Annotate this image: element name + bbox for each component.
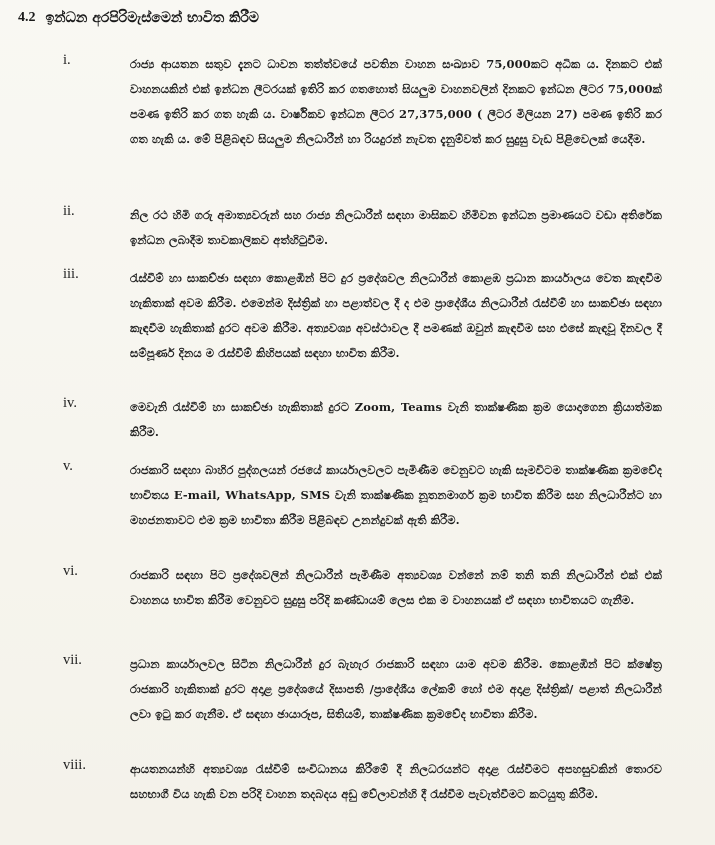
item-text: රැස්වීම් හා සාකච්ඡා සඳහා කොළඹින් පිට දුර ප්‍රදේශවල නිලධාරීන් කොළඹ ප්‍රධාන කාර්යාලය වෙත කැඳවීම හැකිතාක් අවම කිරීම. එමෙන්ම දිස්ත්‍රික් හා පළාත්වල දී ද එම ප්‍රාදේශීය නිලධාරීන් රැස්වීම් හා සාකච්ඡා සඳහා කැඳවීම හැකිතාක් දුරට අවම කිරීම. අත්‍යවශ්‍ය අවස්ථාවල දී පමණක් ඔවුන් කැඳවීම සහ එසේ කැඳවූ දිනවල දී සම්පූර්ණ දිනය ම රැස්වීම් කිහිපයක් සඳහා භාවිත කිරීම. (130, 271, 662, 360)
item-text: ප්‍රධාන කාර්යාලවල සිටින නිලධාරීන් දුර බැහැර රාජකාරි සඳහා යාම අවම කිරීම. කොළඹින් පිට ක්ෂේත්‍ර රාජකාරි හැකිතාක් දුරට අදාළ ප්‍රදේශයේ දිසාපති /ප්‍රාදේශීය ලේකම් හෝ එම අදාළ දිස්ත්‍රික්/ පළාත් නිලධාරීන් ලවා ඉටු කර ගැනීම. ඒ සඳහා ඡායාරූප, සිතියම්, තාක්ෂණික ක්‍රමවේද භාවිතා කිරීම. (130, 657, 662, 721)
item-numeral: iii. (63, 266, 79, 282)
section-number: 4.2 (18, 10, 36, 25)
item-numeral: viii. (63, 757, 86, 773)
section-heading (18, 10, 259, 26)
item-numeral: ii. (63, 203, 75, 219)
item-text: මෙවැනි රැස්වීම් හා සාකච්ඡා හැකිතාක් දුරට Zoom, Teams වැනි තාක්ෂණික ක්‍රම යොදාගෙන ක්‍රියාත්මක කිරීම. (130, 400, 662, 439)
item-numeral: iv. (63, 395, 77, 411)
item-text: රාජකාරි සඳහා බාහිර පුද්ගලයන් රජයේ කාර්යාලවලට පැමිණීම වෙනුවට හැකි සෑමවිටම තාක්ෂණික ක්‍රමවේද භාවිතය E-mail, WhatsApp, SMS වැනි තාක්ෂණික නූතනමාර්ග ක්‍රම භාවිත කිරීම සහ නිලධාරීන්ට හා මහජනතාවට එම ක්‍රම භාවිතා කිරීම පිළිබඳව උනන්දුවක් ඇති කිරීම. (130, 463, 662, 527)
item-text: රාජ්‍ය ආයතන සතුව දැනට ධාවන තත්ත්වයේ පවතින වාහන සංඛ්‍යාව 75,000කට අධික ය. දිනකට එක් වාහනයකින් එක් ඉන්ධන ලීටරයක් ඉතිරි කර ගතහොත් සියලුම වාහනවලින් දිනකට ඉන්ධන ලීටර 75,000ක් පමණ ඉතිරි කර ගත හැකි ය. වාර්ෂිකව ඉන්ධන ලීටර 27,375,000 ( ලීටර මිලියන 27) පමණ ඉතිරි කර ගත හැකි ය. මේ පිළිබඳව සියලුම නිලධාරීන් හා රියදුරන් නැවත දැනුම්වත් කර සුදුසු වැඩ පිළිවෙලක් යෙදීම. (130, 57, 662, 146)
section-title: ඉන්ධන අරපිරිමැස්මෙන් භාවිත කිරීම (45, 10, 259, 26)
item-text: රාජකාරි සඳහා පිට ප්‍රදේශවලින් නිලධාරීන් පැමිණීම අත්‍යවශ්‍ය වන්නේ නම් තනි තනි නිලධාරීන් එක් එක් වාහනය භාවිත කිරීම වෙනුවට සුදුසු පරිදි කණ්ඩායම් ලෙස එක ම වාහනයක් ඒ සඳහා භාවිතයට ගැනීම. (130, 568, 662, 607)
item-text: ආයතනයන්හි අත්‍යවශ්‍ය රැස්වීම් සංවිධානය කිරීමේ දී නිලධරයන්ට අදාළ රැස්වීමට අපහසුවකින් තොරව සහභාගී විය හැකි වන පරිදි වාහන තදබදය අඩු වේලාවන්හි දී රැස්වීම පැවැත්වීමට කටයුතු කිරීම. (130, 762, 662, 801)
item-numeral: vi. (63, 563, 78, 579)
item-text: නිල රථ හිමි ගරු අමාත්‍යවරුන් සහ රාජ්‍ය නිලධාරීන් සඳහා මාසිකව හිමිවන ඉන්ධන ප්‍රමාණයට වඩා අතිරේක ඉන්ධන ලබාදීම තාවකාලිකව අත්හිටුවීම. (130, 208, 662, 247)
item-numeral: i. (63, 52, 71, 68)
item-numeral: v. (63, 458, 73, 474)
item-numeral: vii. (63, 652, 82, 668)
